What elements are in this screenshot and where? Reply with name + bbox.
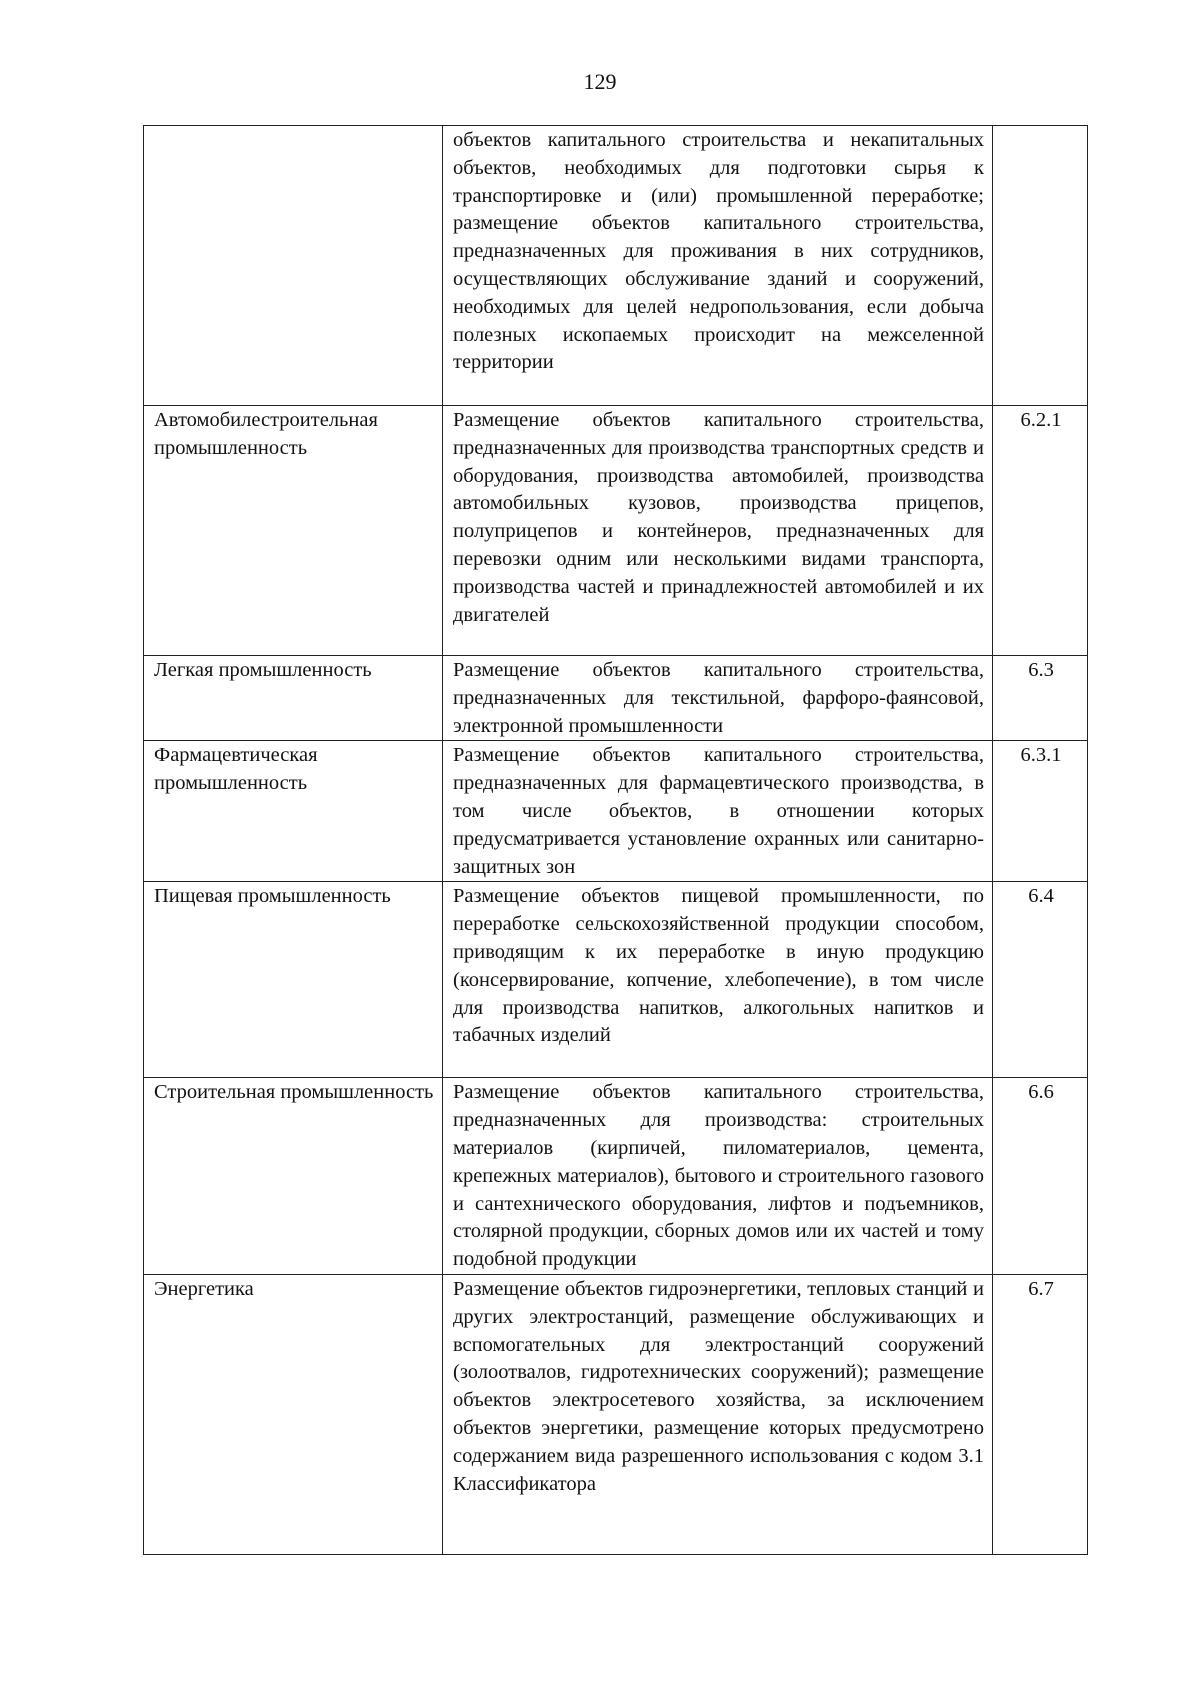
page-number: 129 — [583, 69, 617, 94]
row-name-cell: Легкая промышленность — [144, 656, 443, 741]
table-row — [144, 406, 1088, 656]
row-code-cell: 6.2.1 — [993, 406, 1088, 656]
row-code-cell: 6.6 — [993, 1078, 1088, 1275]
table-row — [144, 1078, 1088, 1275]
row-name-cell: Строительная промышленность — [144, 1078, 443, 1275]
row-description-cell: Размещение объектов пищевой промышленности, по переработке сельскохозяйственной продукции способом, приводящим к их переработке в иную продукцию (консервирование, копчение, хлебопечение), в том числе для производства напитков, алкогольных напитков и табачных изделий — [443, 882, 993, 1078]
row-name-cell: Пищевая промышленность — [144, 882, 443, 1078]
table-row — [144, 741, 1088, 882]
row-code-cell — [993, 126, 1088, 406]
row-code-cell: 6.4 — [993, 882, 1088, 1078]
row-description-cell: Размещение объектов капитального строительства, предназначенных для фармацевтического производства, в том числе объектов, в отношении которых предусматривается установление охранных или санитарно-защитных зон — [443, 741, 993, 882]
table-row — [144, 126, 1088, 406]
row-code-cell: 6.7 — [993, 1274, 1088, 1554]
row-description-cell: Размещение объектов капитального строительства, предназначенных для текстильной, фарфоро-фаянсовой, электронной промышленности — [443, 656, 993, 741]
row-name-cell: Автомобилестроительная промышленность — [144, 406, 443, 656]
row-name-cell: Фармацевтическая промышленность — [144, 741, 443, 882]
table-row — [144, 882, 1088, 1078]
table-row — [144, 656, 1088, 741]
table-row — [144, 1274, 1088, 1554]
row-description-cell: объектов капитального строительства и некапитальных объектов, необходимых для подготовки сырья к транспортировке и (или) промышленной переработке; размещение объектов капитального строительства, предназначенных для проживания в них сотрудников, осуществляющих обслуживание зданий и сооружений, необходимых для целей недропользования, если добыча полезных ископаемых происходит на межселенной территории — [443, 126, 993, 406]
row-code-cell: 6.3.1 — [993, 741, 1088, 882]
row-description-cell: Размещение объектов капитального строительства, предназначенных для производства: строительных материалов (кирпичей, пиломатериалов, цемента, крепежных материалов), бытового и строительного газового и сантехнического оборудования, лифтов и подъемников, столярной продукции, сборных домов или их частей и тому подобной продукции — [443, 1078, 993, 1275]
row-name-cell: Энергетика — [144, 1274, 443, 1554]
row-description-cell: Размещение объектов гидроэнергетики, тепловых станций и других электростанций, размещение обслуживающих и вспомогательных для электростанций сооружений (золоотвалов, гидротехнических сооружений); размещение объектов электросетевого хозяйства, за исключением объектов энергетики, размещение которых предусмотрено содержанием вида разрешенного использования с кодом 3.1 Классификатора — [443, 1274, 993, 1554]
land-use-table — [143, 125, 1088, 1555]
row-code-cell: 6.3 — [993, 656, 1088, 741]
row-description-cell: Размещение объектов капитального строительства, предназначенных для производства транспортных средств и оборудования, производства автомобилей, производства автомобильных кузовов, производства прицепов, полуприцепов и контейнеров, предназначенных для перевозки одним или несколькими видами транспорта, производства частей и принадлежностей автомобилей и их двигателей — [443, 406, 993, 656]
row-name-cell — [144, 126, 443, 406]
